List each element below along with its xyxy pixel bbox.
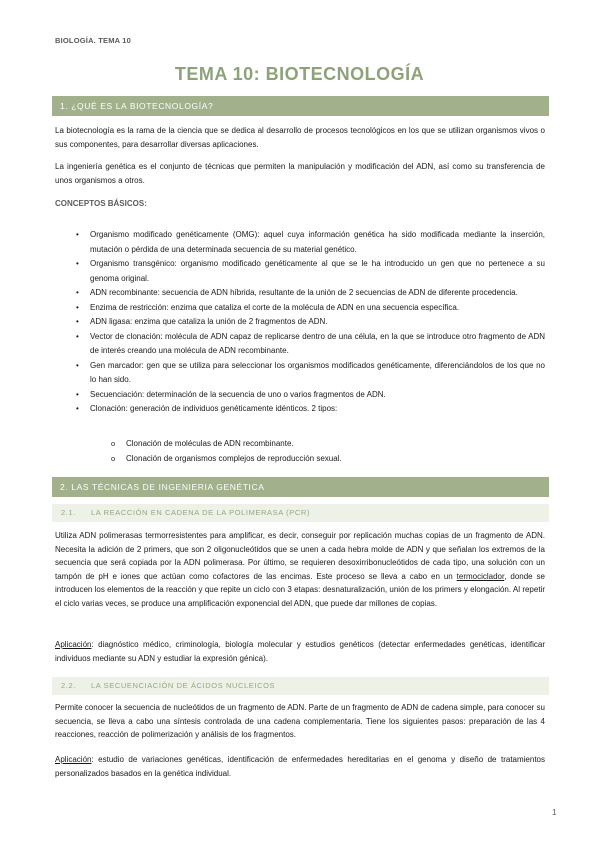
section-1-paragraph-1: La biotecnología es la rama de la ciencia que se dedica al desarrollo de procesos tecnológicos en los que se utilizan organismos vivos o sus componentes, para desarrollar diversas aplicaciones.	[55, 126, 545, 149]
termociclador-term: termociclador	[456, 571, 505, 581]
pcr-text-part-1: Utiliza ADN polimerasas termorresistentes para amplificar, es decir, conseguir por replicación muchas copias de un fragmento de ADN. Necesita la adición de 2 primers, que son 2 oligonucleótidos que se unen a cada hebra molde de ADN y que señalan los extremos de la secuencia que será copiada por la ADN polimerasa. Por último, se requieren desoxirribonucleótidos de cada tipo, una solución con un tampón de pH e iones que actúan como cofactores de las encimas. Este proceso se lleva a cabo en un	[55, 531, 545, 581]
concept-gen-marcador: • Gen marcador: gen que se utiliza para seleccionar los organismos modificados genéticamente, diferenciándolos de los que no lo han sido.	[55, 359, 545, 388]
section-1-heading: 1. ¿QUÉ ES LA BIOTECNOLOGÍA?	[52, 96, 549, 116]
pcr-application-text: : diagnóstico médico, criminología, biología molecular y estudios genéticos (detectar enfermedades genéticas, identificar individuos mediante su ADN y estudiar la expresión génica).	[55, 640, 545, 663]
clonacion-types-list	[55, 436, 545, 466]
subsection-2-1-heading	[52, 504, 549, 522]
concept-enzima-restriccion: • Enzima de restricción: enzima que cataliza el corte de la molécula de ADN en una secuencia específica.	[55, 301, 545, 316]
secuenciacion-application-label: Aplicación	[55, 755, 92, 764]
subsection-2-2-title: LA SECUENCIACIÓN DE ÁCIDOS NUCLEICOS	[91, 681, 276, 690]
concept-omg: • Organismo modificado genéticamente (OMG): aquel cuya información genética ha sido modificada mediante la inserción, mutación o pérdida de una determinada secuencia de su material genético.	[55, 228, 545, 257]
secuenciacion-application-text: : estudio de variaciones genéticas, identificación de enfermedades hereditarias en el genoma y diseño de tratamientos personalizados basados en la genética individual.	[55, 755, 545, 778]
concept-adn-recombinante: • ADN recombinante: secuencia de ADN híbrida, resultante de la unión de 2 secuencias de ADN de diferente procedencia.	[55, 286, 545, 301]
concept-clonacion: • Clonación: generación de individuos genéticamente idénticos. 2 tipos:	[55, 402, 545, 417]
concept-transgenico: • Organismo transgénico: organismo modificado genéticamente al que se le ha introducido un gen que no pertenece a su genoma original.	[55, 257, 545, 286]
secuenciacion-application	[55, 753, 545, 780]
subsection-2-2-number: 2.2.	[61, 681, 76, 690]
subsection-2-2-heading	[52, 677, 549, 695]
section-1-paragraph-2: La ingeniería genética es el conjunto de técnicas que permiten la manipulación y modificación del ADN, así como su transferencia de unos organismos a otros.	[55, 162, 545, 185]
section-2-heading: 2. LAS TÉCNICAS DE INGENIERIA GENÉTICA	[52, 477, 549, 497]
subsection-2-1-number: 2.1.	[61, 508, 76, 517]
pcr-paragraph	[55, 529, 545, 611]
concepts-heading: CONCEPTOS BÁSICOS:	[55, 199, 147, 208]
page-title: TEMA 10: BIOTECNOLOGÍA	[174, 64, 425, 84]
pcr-application-label: Aplicación	[55, 640, 92, 649]
secuenciacion-paragraph: Permite conocer la secuencia de nucleótidos de un fragmento de ADN. Parte de un fragmento de ADN de cadena simple, para conocer su secuencia, se lleva a cabo una síntesis controlada de una cadena complementaria. Tiene los siguientes pasos: preparación de las 4 reacciones, reacción de polimerización y análisis de los fragmentos.	[55, 703, 545, 740]
concept-adn-ligasa: • ADN ligasa: enzima que cataliza la unión de 2 fragmentos de ADN.	[55, 315, 545, 330]
clonacion-type-2: o Clonación de organismos complejos de reproducción sexual.	[55, 451, 545, 466]
pcr-text-part-2: , donde se introducen los elementos de la reacción y que repite un ciclo con 3 etapas: desnaturalización, unión de los primers y elongación. Al repetir el ciclo varias veces, se produce una amplificación exponencial del ADN, que puede dar millones de copias.	[55, 571, 545, 608]
pcr-application	[55, 638, 545, 665]
concept-secuenciacion: • Secuenciación: determinación de la secuencia de uno o varios fragmentos de ADN.	[55, 388, 545, 403]
concepts-list	[55, 228, 545, 417]
page-number: 1	[552, 808, 557, 817]
subsection-2-1-title: LA REACCIÓN EN CADENA DE LA POLIMERASA (PCR)	[91, 508, 310, 517]
running-header: BIOLOGÍA. TEMA 10	[55, 36, 132, 45]
concept-vector-clonacion: • Vector de clonación: molécula de ADN capaz de replicarse dentro de una célula, en la que se introduce otro fragmento de ADN de interés creando una molécula de ADN recombinante.	[55, 330, 545, 359]
clonacion-type-1: o Clonación de moléculas de ADN recombinante.	[55, 436, 545, 451]
